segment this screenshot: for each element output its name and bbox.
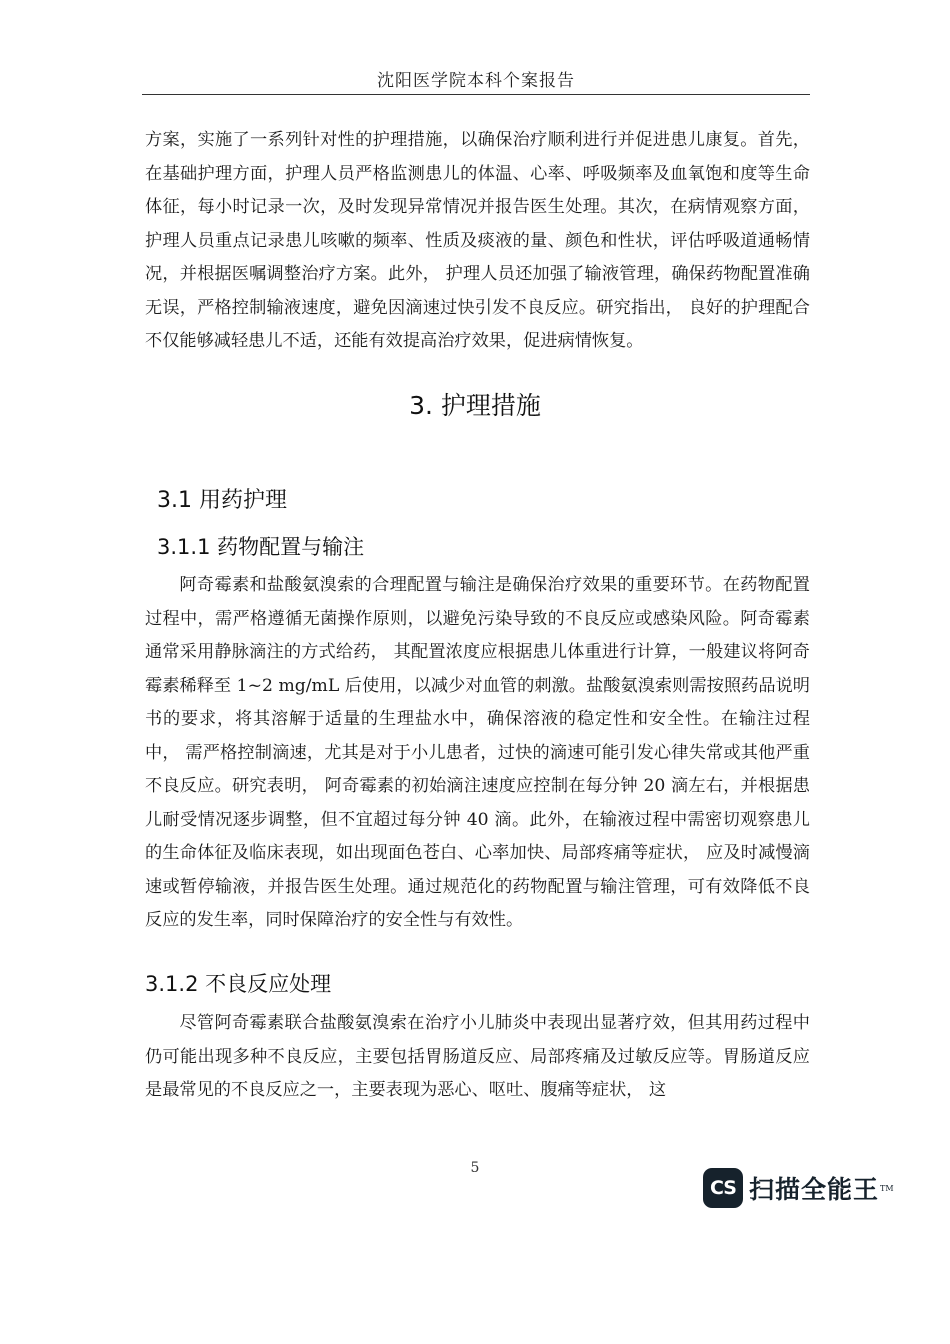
section-heading-3: 3. 护理措施 (409, 391, 541, 420)
paragraph-nursing-overview: 方案，实施了一系列针对性的护理措施，以确保治疗顺利进行并促进患儿康复。首先，在基础护理方面，护理人员严格监测患儿的体温、心率、呼吸频率及血氧饱和度等生命体征，每小时记录一次，及时发现异常情况并报告医生处理。其次，在病情观察方面，护理人员重点记录患儿咳嗽的频率、性质及痰液的量、颜色和性状，评估呼吸道通畅情况，并根据医嘱调整治疗方案。此外， 护理人员还加强了输液管理，确保药物配置准确无误，严格控制输液速度，避免因滴速过快引发不良反应。研究指出， 良好的护理配合不仅能够减轻患儿不适，还能有效提高治疗效果，促进病情恢复。 (145, 130, 810, 351)
running-header: 沈阳医学院本科个案报告 (377, 71, 575, 91)
paragraph-adverse-reactions: 尽管阿奇霉素联合盐酸氨溴索在治疗小儿肺炎中表现出显著疗效，但其用药过程中仍可能出现多种不良反应，主要包括胃肠道反应、局部疼痛及过敏反应等。胃肠道反应是最常见的不良反应之一，主要表现为恶心、呕吐、腹痛等症状， 这 (145, 1013, 810, 1100)
camscanner-logo-icon: CS (703, 1168, 743, 1208)
subsubsection-heading-3-1-1: 3.1.1 药物配置与输注 (157, 535, 365, 559)
subsection-heading-3-1: 3.1 用药护理 (157, 488, 287, 513)
page-number: 5 (470, 1160, 480, 1176)
trademark-mark: TM (880, 1183, 894, 1193)
paragraph-drug-preparation: 阿奇霉素和盐酸氨溴索的合理配置与输注是确保治疗效果的重要环节。在药物配置过程中，需严格遵循无菌操作原则，以避免污染导致的不良反应或感染风险。阿奇霉素通常采用静脉滴注的方式给药， 其配置浓度应根据患儿体重进行计算，一般建议将阿奇霉素稀释至 1~2 mg/mL 后使用，以减少对血管的刺激。盐酸氨溴索则需按照药品说明书的要求，将其溶解于适量的生理盐水中，确保溶液的稳定性和安全性。在输注过程中， 需严格控制滴速，尤其是对于小儿患者，过快的滴速可能引发心律失常或其他严重不良反应。研究表明， 阿奇霉素的初始滴注速度应控制在每分钟 20 滴左右，并根据患儿耐受情况逐步调整，但不宜超过每分钟 40 滴。此外，在输液过程中需密切观察患儿的生命体征及临床表现，如出现面色苍白、心率加快、局部疼痛等症状， 应及时减慢滴速或暂停输液，并报告医生处理。通过规范化的药物配置与输注管理，可有效降低不良反应的发生率，同时保障治疗的安全性与有效性。 (145, 575, 810, 930)
subsubsection-heading-3-1-2: 3.1.2 不良反应处理 (145, 972, 332, 996)
camscanner-watermark (703, 1166, 894, 1210)
header-rule (142, 94, 810, 95)
camscanner-brand-text: 扫描全能王 (749, 1175, 880, 1204)
